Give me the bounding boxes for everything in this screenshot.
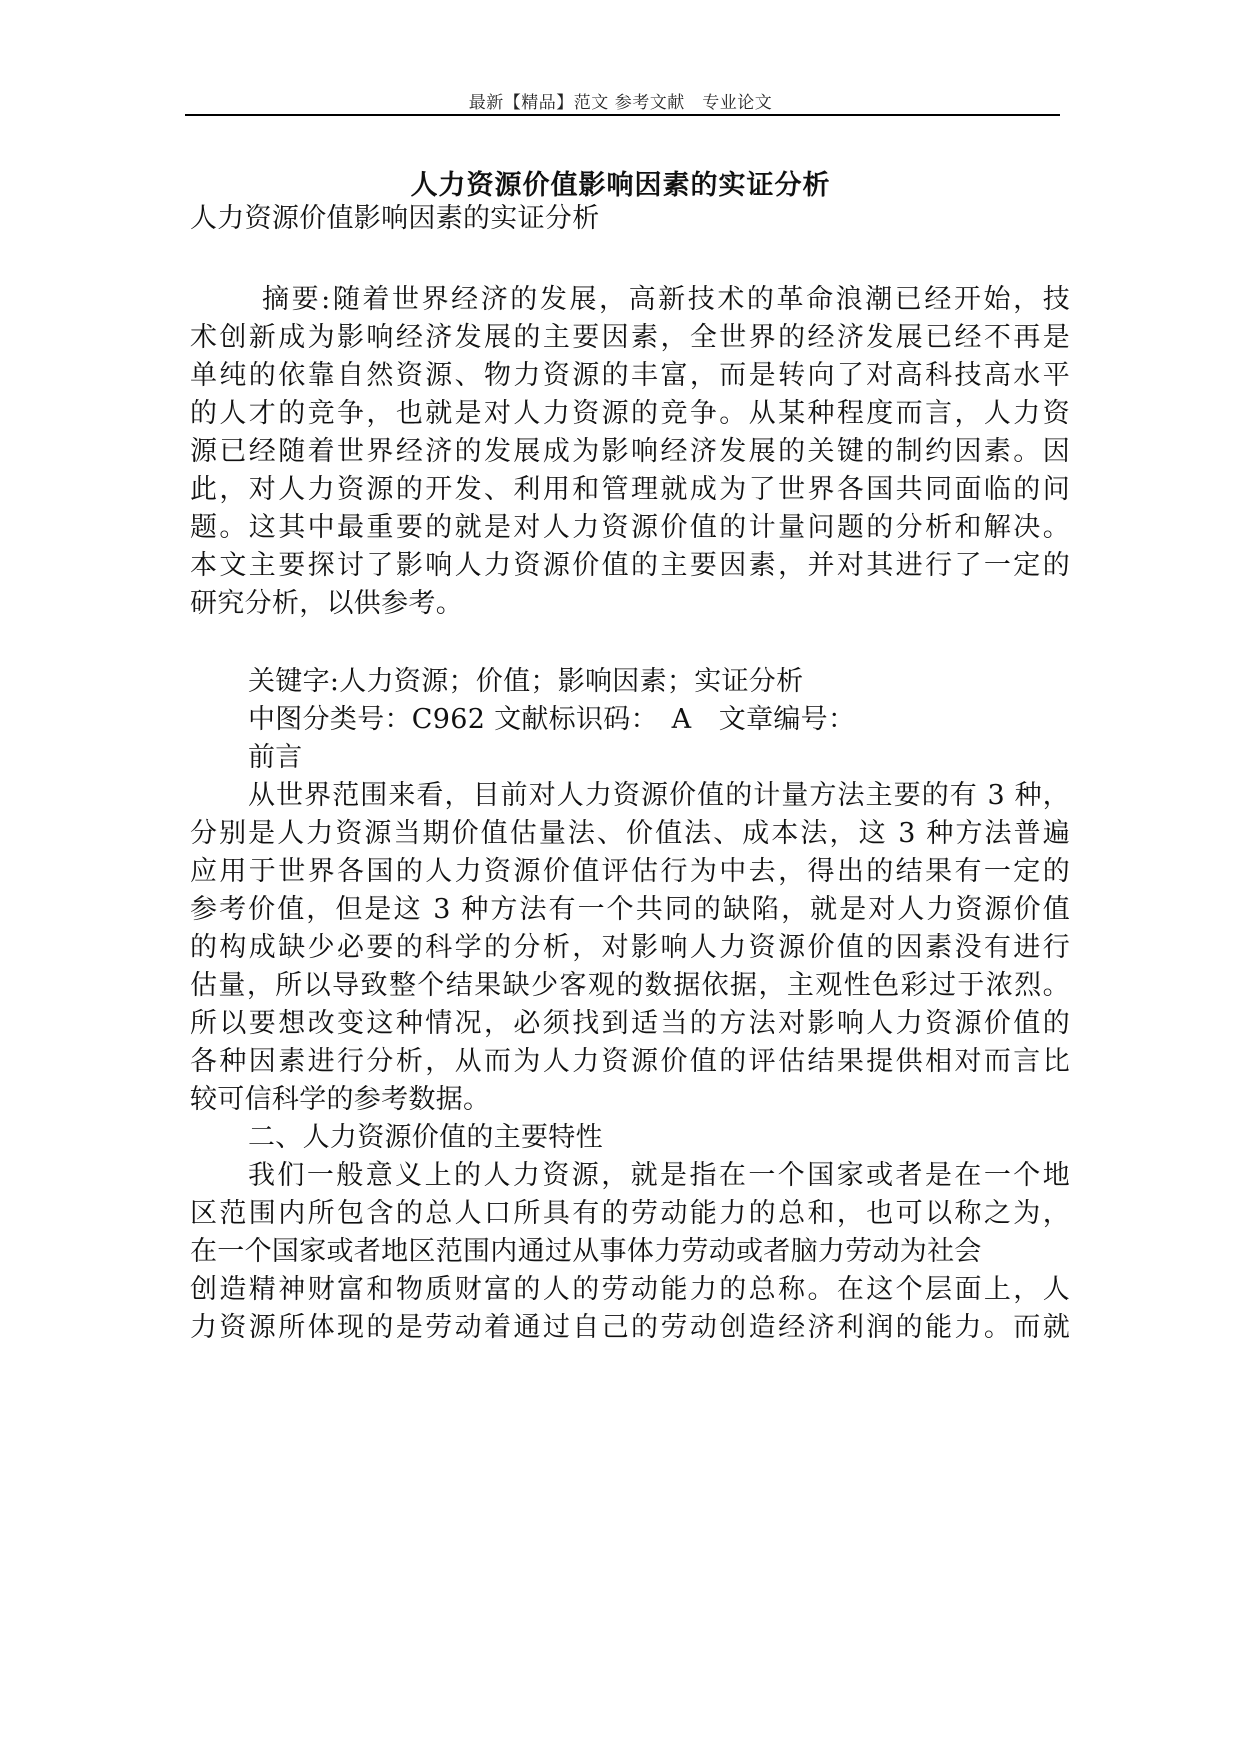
- paragraph-line: 参考价值，但是这 3 种方法有一个共同的缺陷，就是对人力资源价值: [190, 894, 1070, 925]
- section-heading: 前言: [248, 742, 303, 773]
- classification-line: 中图分类号：C962 文献标识码： A 文章编号：: [248, 704, 856, 735]
- paragraph-line: 应用于世界各国的人力资源价值评估行为中去，得出的结果有一定的: [190, 856, 1070, 887]
- document-title: 人力资源价值影响因素的实证分析: [410, 170, 831, 201]
- paragraph-line: 在一个国家或者地区范围内通过从事体力劳动或者脑力劳动为社会: [190, 1236, 982, 1267]
- keywords-line: 关键字:人力资源；价值；影响因素；实证分析: [248, 666, 804, 697]
- paragraph-line: 研究分析，以供参考。: [190, 588, 463, 619]
- header-divider: [185, 114, 1060, 116]
- paragraph-line: 源已经随着世界经济的发展成为影响经济发展的关键的制约因素。因: [190, 436, 1070, 467]
- paragraph-line: 分别是人力资源当期价值估量法、价值法、成本法，这 3 种方法普遍: [190, 818, 1070, 849]
- paragraph-line: 从世界范围来看，目前对人力资源价值的计量方法主要的有 3 种，: [248, 780, 1070, 811]
- paragraph-line: 的构成缺少必要的科学的分析，对影响人力资源价值的因素没有进行: [190, 932, 1070, 963]
- paragraph-line: 题。这其中最重要的就是对人力资源价值的计量问题的分析和解决。: [190, 512, 1070, 543]
- paragraph-line: 摘要:随着世界经济的发展，高新技术的革命浪潮已经开始，技: [262, 284, 1070, 315]
- paragraph-line: 力资源所体现的是劳动着通过自己的劳动创造经济利润的能力。而就: [190, 1312, 1070, 1343]
- paragraph-line: 所以要想改变这种情况，必须找到适当的方法对影响人力资源价值的: [190, 1008, 1070, 1039]
- paragraph-line: 我们一般意义上的人力资源，就是指在一个国家或者是在一个地: [248, 1160, 1070, 1191]
- paragraph-line: 的人才的竞争，也就是对人力资源的竞争。从某种程度而言，人力资: [190, 398, 1070, 429]
- paragraph-line: 此，对人力资源的开发、利用和管理就成为了世界各国共同面临的问: [190, 474, 1070, 505]
- paragraph-line: 术创新成为影响经济发展的主要因素，全世界的经济发展已经不再是: [190, 322, 1070, 353]
- paragraph-line: 创造精神财富和物质财富的人的劳动能力的总称。在这个层面上，人: [190, 1274, 1070, 1305]
- paragraph-line: 估量，所以导致整个结果缺少客观的数据依据，主观性色彩过于浓烈。: [190, 970, 1070, 1001]
- section-heading: 二、人力资源价值的主要特性: [248, 1122, 603, 1153]
- paragraph-line: 区范围内所包含的总人口所具有的劳动能力的总和，也可以称之为，: [190, 1198, 1070, 1229]
- paragraph-line: 单纯的依靠自然资源、物力资源的丰富，而是转向了对高科技高水平: [190, 360, 1070, 391]
- document-subtitle: 人力资源价值影响因素的实证分析: [190, 203, 600, 234]
- paragraph-line: 本文主要探讨了影响人力资源价值的主要因素，并对其进行了一定的: [190, 550, 1070, 581]
- paragraph-line: 各种因素进行分析，从而为人力资源价值的评估结果提供相对而言比: [190, 1046, 1070, 1077]
- paragraph-line: 较可信科学的参考数据。: [190, 1084, 491, 1115]
- page-header: 最新【精品】范文 参考文献 专业论文: [468, 93, 773, 113]
